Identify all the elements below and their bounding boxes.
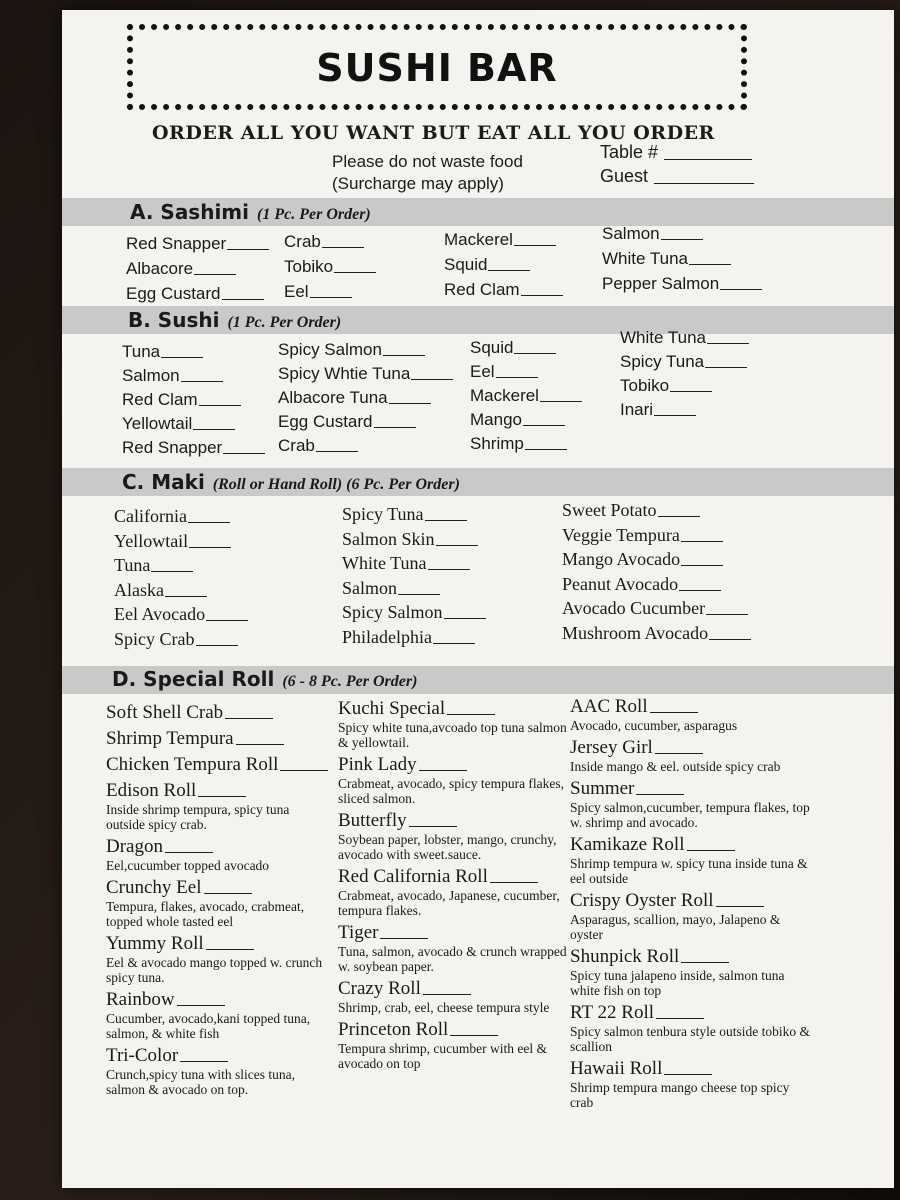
quantity-blank[interactable]: [656, 1018, 704, 1019]
menu-item[interactable]: [342, 553, 486, 578]
menu-item[interactable]: [342, 529, 486, 554]
maki-heading: C. Maki (Roll or Hand Roll) (6 Pc. Per Order): [122, 470, 460, 494]
menu-item[interactable]: [342, 504, 486, 529]
maki-col-1: [114, 506, 248, 653]
special-roll-description: Spicy salmon,cucumber, tempura flakes, top w. shrimp and avocado.: [570, 800, 810, 830]
special-roll-name: Summer: [570, 778, 635, 799]
menu-item-label: Shrimp: [470, 434, 524, 453]
menu-item[interactable]: [470, 386, 582, 410]
quantity-blank[interactable]: [177, 1005, 225, 1006]
menu-item[interactable]: [602, 224, 762, 249]
special-roll-name: Jersey Girl: [570, 737, 653, 758]
special-roll-description: Inside mango & eel. outside spicy crab: [570, 759, 781, 774]
menu-item-label: Red Snapper: [126, 234, 227, 253]
menu-item-label: Alaska: [114, 579, 164, 600]
special-roll-item[interactable]: [570, 946, 810, 998]
special-roll-description: Shrimp tempura mango cheese top spicy crab: [570, 1080, 790, 1110]
quantity-blank[interactable]: [444, 618, 486, 619]
quantity-blank[interactable]: [681, 541, 723, 542]
special-roll-description: Eel & avocado mango topped w. crunch spicy tuna.: [106, 955, 323, 985]
quantity-blank[interactable]: [654, 415, 696, 416]
special-roll-name: Princeton Roll: [338, 1019, 449, 1040]
special-roll-item[interactable]: [338, 866, 570, 918]
special-roll-name: Crazy Roll: [338, 978, 421, 999]
special-roll-name: Hawaii Roll: [570, 1058, 663, 1079]
quantity-blank[interactable]: [188, 522, 230, 523]
menu-item-label: Peanut Avocado: [562, 573, 679, 594]
quantity-blank[interactable]: [436, 545, 478, 546]
special-roll-name-row: [338, 866, 570, 888]
special-roll-item[interactable]: [338, 1019, 570, 1071]
table-label: Table #: [600, 142, 659, 162]
special-roll-name-row: [570, 778, 810, 800]
table-blank[interactable]: [664, 159, 752, 160]
menu-item-label: Mackerel: [444, 230, 513, 249]
menu-item[interactable]: [470, 362, 582, 386]
special-roll-name: Red California Roll: [338, 866, 488, 887]
special-roll-item[interactable]: [106, 728, 326, 750]
special-roll-name: AAC Roll: [570, 696, 648, 717]
menu-item[interactable]: [284, 232, 376, 257]
title-banner: [127, 24, 747, 110]
quantity-blank[interactable]: [383, 355, 425, 356]
surcharge-note: (Surcharge may apply): [332, 174, 504, 193]
special-roll-name-row: [106, 754, 326, 776]
quantity-blank[interactable]: [181, 381, 223, 382]
menu-item[interactable]: [562, 525, 751, 550]
menu-item[interactable]: [620, 352, 749, 376]
maki-col-3: [562, 500, 751, 647]
quantity-blank[interactable]: [716, 906, 764, 907]
special-roll-name: RT 22 Roll: [570, 1002, 655, 1023]
special-roll-description: Shrimp tempura w. spicy tuna inside tuna & eel outside: [570, 856, 808, 886]
menu-item[interactable]: [342, 578, 486, 603]
special-roll-item[interactable]: [570, 1058, 810, 1110]
quantity-blank[interactable]: [670, 391, 712, 392]
special-roll-description: Crabmeat, avocado, spicy tempura flakes, sliced salmon.: [338, 776, 565, 806]
quantity-blank[interactable]: [419, 770, 467, 771]
special-roll-name-row: [570, 946, 810, 968]
quantity-blank[interactable]: [720, 289, 762, 290]
sushi-col-3: [470, 338, 582, 458]
menu-paper: [62, 10, 894, 1188]
menu-item[interactable]: [620, 400, 749, 424]
table-number-field[interactable]: [600, 142, 752, 163]
quantity-blank[interactable]: [525, 449, 567, 450]
menu-item[interactable]: [278, 412, 453, 436]
quantity-blank[interactable]: [334, 272, 376, 273]
quantity-blank[interactable]: [280, 770, 328, 771]
sashimi-heading: A. Sashimi (1 Pc. Per Order): [130, 200, 371, 224]
special-col-1: [106, 702, 326, 1101]
special-roll-description: Spicy white tuna,avcoado top tuna salmon & yellowtail.: [338, 720, 567, 750]
special-roll-name-row: [570, 696, 810, 718]
quantity-blank[interactable]: [425, 520, 467, 521]
menu-item-label: Tobiko: [284, 257, 334, 276]
special-roll-description: Tuna, salmon, avocado & crunch wrapped w. soybean paper.: [338, 944, 567, 974]
menu-item-label: Yellowtail: [122, 414, 193, 433]
menu-item-label: Mango Avocado: [562, 549, 681, 569]
quantity-blank[interactable]: [664, 1074, 712, 1075]
quantity-blank[interactable]: [316, 451, 358, 452]
special-roll-description: Soybean paper, lobster, mango, crunchy, avocado with sweet.sauce.: [338, 832, 557, 862]
special-roll-name-row: [106, 1045, 326, 1067]
special-roll-name: Butterfly: [338, 810, 407, 831]
special-roll-description: Avocado, cucumber, asparagus: [570, 718, 738, 733]
quantity-blank[interactable]: [374, 427, 416, 428]
special-roll-name-row: [338, 698, 570, 720]
menu-item-label: Eel: [284, 282, 309, 301]
quantity-blank[interactable]: [194, 274, 236, 275]
menu-item[interactable]: [114, 629, 248, 654]
special-roll-name-row: [570, 1002, 810, 1024]
menu-item-label: Mango: [470, 410, 522, 429]
quantity-blank[interactable]: [661, 239, 703, 240]
maki-col-2: [342, 504, 486, 651]
sashimi-col-1: [126, 234, 269, 309]
menu-subtitle: ORDER ALL YOU WANT BUT EAT ALL YOU ORDER: [152, 122, 715, 144]
menu-item[interactable]: [126, 259, 269, 284]
menu-item-label: Mackerel: [470, 386, 539, 405]
special-roll-item[interactable]: [106, 877, 326, 929]
menu-item-label: Egg Custard: [126, 284, 221, 303]
menu-item-label: Eel Avocado: [114, 604, 206, 624]
quantity-blank[interactable]: [165, 852, 213, 853]
special-roll-description: Eel,cucumber topped avocado: [106, 858, 270, 873]
menu-item-label: Spicy Salmon: [278, 340, 382, 359]
special-roll-name: Pink Lady: [338, 754, 417, 775]
special-roll-name-row: [106, 933, 326, 955]
menu-item-label: Tuna: [122, 342, 161, 361]
menu-item[interactable]: [562, 623, 751, 648]
quantity-blank[interactable]: [222, 299, 264, 300]
menu-item-label: Squid: [444, 255, 488, 274]
sushi-col-2: [278, 340, 453, 460]
menu-item-label: Spicy Salmon: [342, 602, 443, 622]
special-roll-description: Crabmeat, avocado, Japanese, cucumber, tempura flakes.: [338, 888, 560, 918]
special-roll-name: Dragon: [106, 836, 163, 857]
menu-item-label: Egg Custard: [278, 412, 373, 431]
menu-item[interactable]: [122, 414, 265, 438]
quantity-blank[interactable]: [223, 453, 265, 454]
menu-item[interactable]: [562, 598, 751, 623]
special-roll-name: Tri-Color: [106, 1045, 179, 1066]
quantity-blank[interactable]: [206, 949, 254, 950]
menu-item-label: California: [114, 506, 187, 526]
special-roll-name: Shunpick Roll: [570, 946, 680, 967]
menu-item-label: Albacore: [126, 259, 194, 278]
special-roll-description: Tempura, flakes, avocado, crabmeat, topped whole tasted eel: [106, 899, 305, 929]
menu-item[interactable]: [114, 555, 248, 580]
special-roll-name: Tiger: [338, 922, 379, 943]
menu-item[interactable]: [444, 255, 563, 280]
sashimi-col-3: [444, 230, 563, 305]
menu-item[interactable]: [602, 274, 762, 299]
quantity-blank[interactable]: [227, 249, 269, 250]
menu-item[interactable]: [122, 390, 265, 414]
quantity-blank[interactable]: [310, 297, 352, 298]
menu-item[interactable]: [114, 604, 248, 629]
special-roll-name-row: [570, 890, 810, 912]
special-roll-item[interactable]: [570, 890, 810, 942]
menu-item-label: Red Clam: [122, 390, 198, 409]
quantity-blank[interactable]: [193, 429, 235, 430]
quantity-blank[interactable]: [679, 590, 721, 591]
menu-item[interactable]: [126, 234, 269, 259]
special-roll-name-row: [338, 922, 570, 944]
quantity-blank[interactable]: [189, 547, 231, 548]
quantity-blank[interactable]: [151, 571, 193, 572]
special-roll-item[interactable]: [106, 933, 326, 985]
quantity-blank[interactable]: [681, 962, 729, 963]
menu-item[interactable]: [278, 340, 453, 364]
menu-item[interactable]: [278, 364, 453, 388]
special-roll-name-row: [338, 754, 570, 776]
menu-item-label: Spicy Crab: [114, 628, 195, 649]
quantity-blank[interactable]: [496, 377, 538, 378]
special-roll-name: Kamikaze Roll: [570, 834, 685, 855]
special-roll-name: Edison Roll: [106, 780, 197, 801]
menu-item[interactable]: [620, 376, 749, 400]
quantity-blank[interactable]: [689, 264, 731, 265]
guest-blank[interactable]: [654, 183, 754, 184]
quantity-blank[interactable]: [398, 594, 440, 595]
quantity-blank[interactable]: [206, 620, 248, 621]
quantity-blank[interactable]: [180, 1061, 228, 1062]
menu-item-label: White Tuna: [602, 249, 688, 268]
menu-item[interactable]: [342, 627, 486, 652]
menu-item-label: Philadelphia: [342, 626, 432, 647]
special-roll-name-row: [570, 737, 810, 759]
special-roll-name-row: [106, 836, 326, 858]
menu-item-label: Salmon Skin: [342, 528, 435, 549]
menu-item-label: Red Snapper: [122, 438, 223, 457]
special-roll-name-row: [106, 728, 326, 750]
quantity-blank[interactable]: [204, 893, 252, 894]
sashimi-col-2: [284, 232, 376, 307]
quantity-blank[interactable]: [709, 639, 751, 640]
quantity-blank[interactable]: [687, 850, 735, 851]
quantity-blank[interactable]: [380, 938, 428, 939]
special-roll-item[interactable]: [570, 696, 810, 733]
quantity-blank[interactable]: [514, 245, 556, 246]
special-roll-item[interactable]: [106, 989, 326, 1041]
menu-item[interactable]: [562, 549, 751, 574]
special-roll-name-row: [338, 1019, 570, 1041]
menu-item-label: Salmon: [122, 366, 180, 385]
quantity-blank[interactable]: [488, 270, 530, 271]
special-roll-name: Crispy Oyster Roll: [570, 890, 714, 911]
menu-item-label: Squid: [470, 338, 514, 357]
special-roll-description: Spicy salmon tenbura style outside tobiko & scallion: [570, 1024, 810, 1054]
menu-item[interactable]: [114, 580, 248, 605]
special-roll-name: Crunchy Eel: [106, 877, 202, 898]
menu-item[interactable]: [284, 282, 376, 307]
menu-item-label: Spicy Tuna: [342, 504, 424, 524]
special-roll-item[interactable]: [338, 754, 570, 806]
special-roll-description: Cucumber, avocado,kani topped tuna, salmon, & white fish: [106, 1011, 311, 1041]
special-roll-description: Asparagus, scallion, mayo, Jalapeno & oyster: [570, 912, 781, 942]
menu-item-label: Salmon: [602, 224, 660, 243]
menu-item-label: Salmon: [342, 577, 398, 598]
menu-item-label: White Tuna: [342, 553, 427, 573]
quantity-blank[interactable]: [225, 718, 273, 719]
special-roll-item[interactable]: [106, 702, 326, 724]
quantity-blank[interactable]: [706, 614, 748, 615]
menu-item-label: Tuna: [114, 555, 151, 575]
quantity-blank[interactable]: [681, 565, 723, 566]
quantity-blank[interactable]: [165, 596, 207, 597]
special-roll-name: Chicken Tempura Roll: [106, 754, 279, 775]
menu-item-label: Albacore Tuna: [278, 388, 388, 407]
menu-item-label: Crab: [278, 436, 315, 455]
special-roll-name: Kuchi Special: [338, 698, 446, 719]
special-col-2: [338, 698, 570, 1075]
quantity-blank[interactable]: [707, 343, 749, 344]
special-roll-item[interactable]: [570, 834, 810, 886]
special-roll-name: Soft Shell Crab: [106, 702, 224, 723]
menu-item-label: Sweet Potato: [562, 500, 657, 520]
quantity-blank[interactable]: [389, 403, 431, 404]
menu-item-label: Pepper Salmon: [602, 274, 720, 293]
special-roll-description: Inside shrimp tempura, spicy tuna outside spicy crab.: [106, 802, 290, 832]
special-roll-item[interactable]: [338, 810, 570, 862]
quantity-blank[interactable]: [658, 516, 700, 517]
quantity-blank[interactable]: [236, 744, 284, 745]
menu-item[interactable]: [114, 531, 248, 556]
menu-item-label: Eel: [470, 362, 495, 381]
menu-item[interactable]: [602, 249, 762, 274]
quantity-blank[interactable]: [199, 405, 241, 406]
quantity-blank[interactable]: [514, 353, 556, 354]
special-roll-description: Shrimp, crab, eel, cheese tempura style: [338, 1000, 550, 1015]
quantity-blank[interactable]: [428, 569, 470, 570]
menu-item-label: Avocado Cucumber: [562, 598, 706, 618]
special-roll-item[interactable]: [338, 922, 570, 974]
waste-note: Please do not waste food: [332, 152, 523, 171]
menu-item-label: Veggie Tempura: [562, 524, 680, 545]
sushi-col-1: [122, 342, 265, 462]
quantity-blank[interactable]: [650, 712, 698, 713]
special-roll-name-row: [106, 702, 326, 724]
special-roll-name-row: [570, 1058, 810, 1080]
menu-item[interactable]: [284, 257, 376, 282]
special-roll-description: Crunch,spicy tuna with slices tuna, salmon & avocado on top.: [106, 1067, 295, 1097]
special-roll-name: Yummy Roll: [106, 933, 204, 954]
special-roll-item[interactable]: [106, 1045, 326, 1097]
guest-field[interactable]: [600, 166, 754, 187]
special-roll-description: Tempura shrimp, cucumber with eel & avocado on top: [338, 1041, 547, 1071]
menu-item[interactable]: [470, 338, 582, 362]
special-roll-name-row: [338, 810, 570, 832]
special-roll-item[interactable]: [106, 780, 326, 832]
menu-item-label: Mushroom Avocado: [562, 622, 709, 643]
quantity-blank[interactable]: [423, 994, 471, 995]
special-col-3: [570, 696, 810, 1114]
menu-item-label: Yellowtail: [114, 530, 189, 551]
menu-item[interactable]: [122, 366, 265, 390]
quantity-blank[interactable]: [198, 796, 246, 797]
special-roll-name: Shrimp Tempura: [106, 728, 234, 749]
quantity-blank[interactable]: [655, 753, 703, 754]
quantity-blank[interactable]: [490, 882, 538, 883]
menu-item[interactable]: [114, 506, 248, 531]
menu-item[interactable]: [444, 280, 563, 305]
quantity-blank[interactable]: [540, 401, 582, 402]
sushi-col-4: [620, 328, 749, 424]
special-roll-name-row: [106, 780, 326, 802]
menu-title: SUSHI BAR: [316, 46, 558, 90]
menu-item[interactable]: [470, 434, 582, 458]
quantity-blank[interactable]: [161, 357, 203, 358]
menu-item[interactable]: [278, 388, 453, 412]
quantity-blank[interactable]: [447, 714, 495, 715]
special-heading: D. Special Roll (6 - 8 Pc. Per Order): [112, 667, 418, 691]
menu-item-label: Spicy Tuna: [620, 352, 705, 371]
menu-item[interactable]: [342, 602, 486, 627]
special-roll-name-row: [570, 834, 810, 856]
menu-item[interactable]: [122, 342, 265, 366]
quantity-blank[interactable]: [521, 295, 563, 296]
menu-item-label: Spicy Whtie Tuna: [278, 364, 411, 383]
quantity-blank[interactable]: [450, 1035, 498, 1036]
quantity-blank[interactable]: [409, 826, 457, 827]
special-roll-item[interactable]: [338, 978, 570, 1015]
menu-item-label: Red Clam: [444, 280, 520, 299]
quantity-blank[interactable]: [322, 247, 364, 248]
quantity-blank[interactable]: [196, 645, 238, 646]
special-roll-description: Spicy tuna jalapeno inside, salmon tuna white fish on top: [570, 968, 785, 998]
special-roll-item[interactable]: [570, 737, 810, 774]
quantity-blank[interactable]: [705, 367, 747, 368]
menu-item-label: Crab: [284, 232, 321, 251]
menu-item[interactable]: [620, 328, 749, 352]
special-roll-item[interactable]: [338, 698, 570, 750]
special-roll-name-row: [106, 989, 326, 1011]
menu-item-label: Tobiko: [620, 376, 670, 395]
menu-item[interactable]: [562, 500, 751, 525]
special-roll-item[interactable]: [106, 754, 326, 776]
sushi-heading: B. Sushi (1 Pc. Per Order): [128, 308, 342, 332]
special-roll-item[interactable]: [570, 778, 810, 830]
menu-item[interactable]: [278, 436, 453, 460]
special-roll-item[interactable]: [106, 836, 326, 873]
special-roll-name-row: [106, 877, 326, 899]
quantity-blank[interactable]: [636, 794, 684, 795]
special-roll-name-row: [338, 978, 570, 1000]
menu-item[interactable]: [562, 574, 751, 599]
quantity-blank[interactable]: [523, 425, 565, 426]
menu-item[interactable]: [122, 438, 265, 462]
sashimi-col-4: [602, 224, 762, 299]
menu-item-label: White Tuna: [620, 328, 706, 347]
special-roll-name: Rainbow: [106, 989, 175, 1010]
guest-label: Guest: [600, 166, 649, 186]
special-roll-item[interactable]: [570, 1002, 810, 1054]
quantity-blank[interactable]: [411, 379, 453, 380]
menu-item-label: Inari: [620, 400, 654, 419]
quantity-blank[interactable]: [433, 643, 475, 644]
menu-item[interactable]: [444, 230, 563, 255]
menu-item[interactable]: [470, 410, 582, 434]
